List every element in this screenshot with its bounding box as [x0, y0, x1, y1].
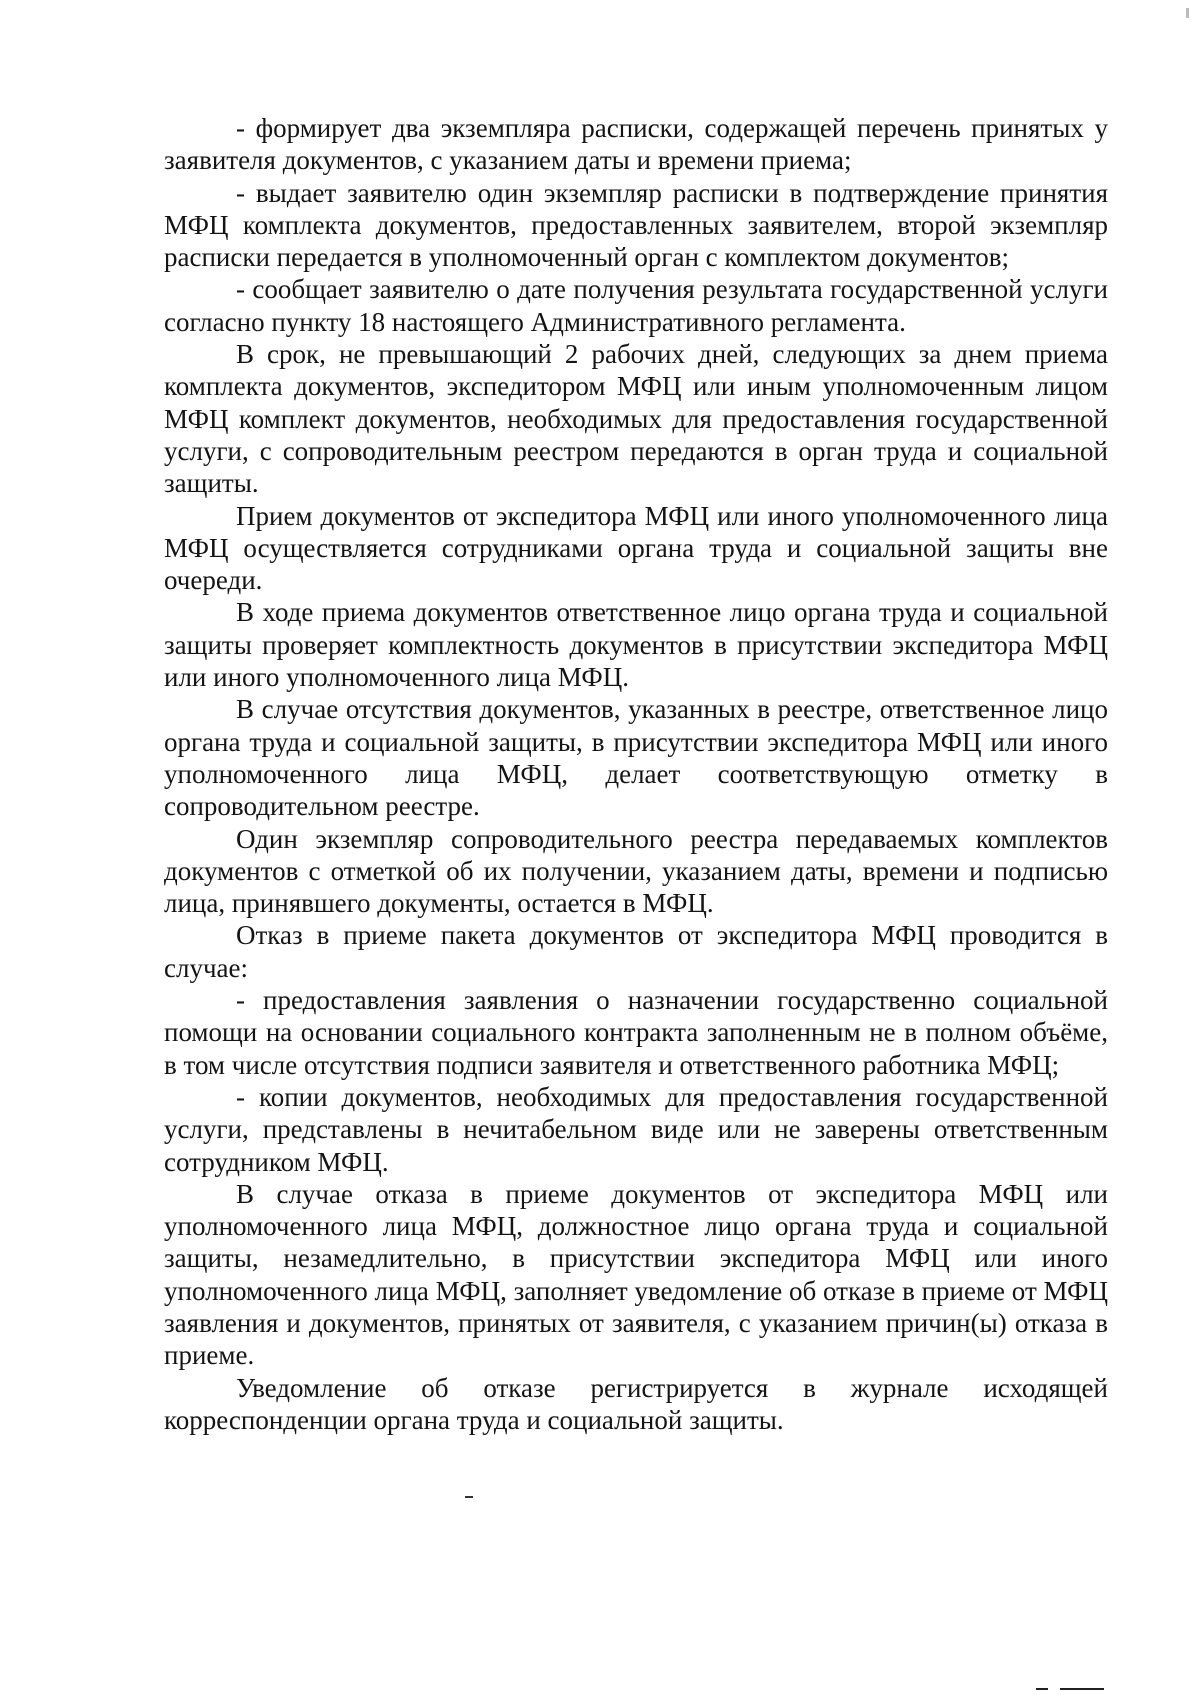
scan-artifact: [1060, 1688, 1104, 1690]
paragraph: В случае отсутствия документов, указанных в реестре, ответственное лицо органа труда и социальной защиты, в присутствии экспедитора МФЦ или иного уполномоченного лица МФЦ, делает соответствующую отметку в сопроводительном реестре.: [164, 694, 1108, 822]
paragraph: Один экземпляр сопроводительного реестра передаваемых комплектов документов с отметкой об их получении, указанием даты, времени и подписью лица, принявшего документы, остается в МФЦ.: [164, 823, 1108, 919]
page-divider-mark: [465, 1496, 473, 1498]
paragraph: - формирует два экземпляра расписки, содержащей перечень принятых у заявителя документов, с указанием даты и времени приема;: [164, 113, 1108, 176]
paragraph: Отказ в приеме пакета документов от экспедитора МФЦ проводится в случае:: [164, 920, 1108, 983]
scan-artifact: [1036, 1688, 1048, 1690]
document-body: [164, 112, 1108, 1436]
paragraph: Прием документов от экспедитора МФЦ или иного уполномоченного лица МФЦ осуществляется сотрудниками органа труда и социальной защиты вне очереди.: [164, 500, 1108, 596]
paragraph: В срок, не превышающий 2 рабочих дней, следующих за днем приема комплекта документов, экспедитором МФЦ или иным уполномоченным лицом МФЦ комплект документов, необходимых для предоставления государственной услуги, с сопроводительным реестром передаются в орган труда и социальной защиты.: [164, 339, 1108, 499]
paragraph: - предоставления заявления о назначении государственно социальной помощи на основании социального контракта заполненным не в полном объёме, в том числе отсутствия подписи заявителя и ответственного работника МФЦ;: [164, 985, 1108, 1080]
paragraph: - сообщает заявителю о дате получения результата государственной услуги согласно пункту 18 настоящего Административного регламента.: [164, 274, 1108, 337]
paragraph: - копии документов, необходимых для предоставления государственной услуги, представлены в нечитабельном виде или не заверены ответственным сотрудником МФЦ.: [164, 1081, 1108, 1177]
paragraph: В случае отказа в приеме документов от экспедитора МФЦ или уполномоченного лица МФЦ, должностное лицо органа труда и социальной защиты, незамедлительно, в присутствии экспедитора МФЦ или иного уполномоченного лица МФЦ, заполняет уведомление об отказе в приеме от МФЦ заявления и документов, принятых от заявителя, с указанием причин(ы) отказа в приеме.: [164, 1178, 1108, 1371]
paragraph: В ходе приема документов ответственное лицо органа труда и социальной защиты проверяет комплектность документов в присутствии экспедитора МФЦ или иного уполномоченного лица МФЦ.: [164, 597, 1108, 693]
paragraph: - выдает заявителю один экземпляр расписки в подтверждение принятия МФЦ комплекта документов, предоставленных заявителем, второй экземпляр расписки передается в уполномоченный орган с комплектом документов;: [164, 177, 1108, 273]
paragraph: Уведомление об отказе регистрируется в журнале исходящей корреспонденции органа труда и социальной защиты.: [164, 1372, 1108, 1435]
scan-artifact: [1186, 8, 1189, 18]
